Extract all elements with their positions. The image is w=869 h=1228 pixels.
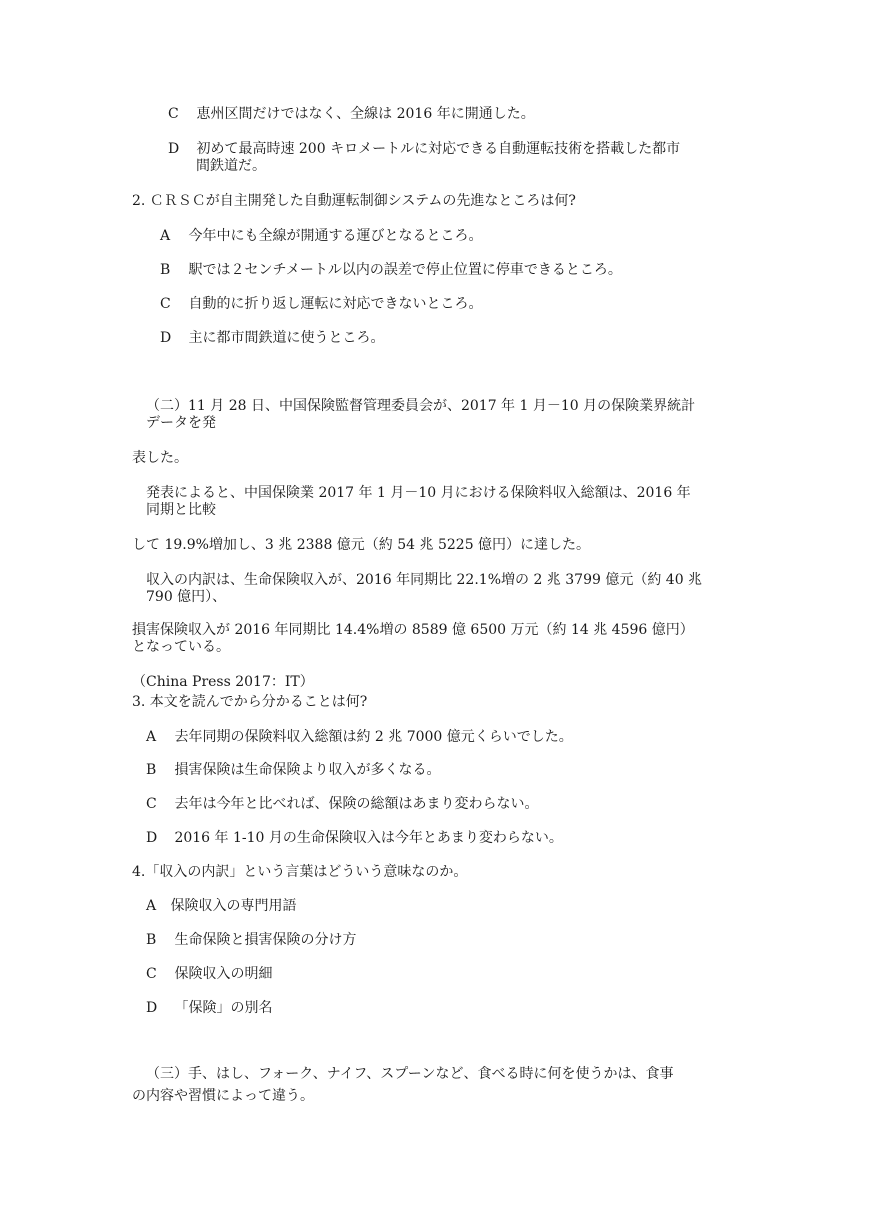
q2-option-d [160, 330, 384, 347]
option-letter: B [146, 932, 157, 948]
option-letter: D [146, 830, 158, 846]
option-letter: A [146, 729, 157, 745]
q3-option-b [146, 762, 440, 779]
q2-option-a [160, 228, 482, 245]
q3-question: 3. 本文を読んでから分かることは何? [132, 694, 368, 710]
passage3-line2: の内容や習慣によって違う。 [132, 1088, 314, 1104]
option-text: 保険収入の専門用語 [170, 898, 297, 914]
option-text: 去年同期の保険料収入総額は約 2 兆 7000 億元くらいでした。 [174, 729, 573, 745]
option-text: 初めて最高時速 200 キロメートルに対応できる自動運転技術を搭載した都市 [196, 141, 681, 157]
passage2-p3-line3: 損害保険収入が 2016 年同期比 14.4%増の 8589 億 6500 万元（約 14 兆 4596 億円） [132, 622, 694, 638]
q1-option-c [168, 106, 535, 123]
q2-question: 2. ＣＲＳＣが自主開発した自動運転制御システムの先進なところは何? [132, 193, 576, 209]
option-text: 駅では２センチメートル以内の誤差で停止位置に停車できるところ。 [188, 262, 622, 278]
q1-option-d-continued [196, 158, 266, 175]
option-letter: D [160, 330, 172, 346]
option-letter: D [146, 1000, 158, 1016]
option-text: 間鉄道だ。 [196, 158, 266, 174]
option-letter: B [160, 262, 171, 278]
option-letter: A [160, 228, 171, 244]
passage2-p2-line2: 同期と比較 [146, 502, 216, 518]
option-letter: C [146, 796, 157, 812]
q4-option-b [146, 932, 356, 949]
option-letter: B [146, 762, 157, 778]
q4-option-c [146, 966, 272, 983]
q2-option-b [160, 262, 622, 279]
option-letter: C [146, 966, 157, 982]
q2-option-c [160, 296, 482, 313]
option-text: 2016 年 1-10 月の生命保険収入は今年とあまり変わらない。 [174, 830, 563, 846]
option-text: 恵州区間だけではなく、全線は 2016 年に開通した。 [196, 106, 535, 122]
q3-option-d [146, 830, 563, 847]
passage2-p1-line1: （二）11 月 28 日、中国保険監督管理委員会が、2017 年 1 月－10 月の保険業界統計 [146, 398, 696, 414]
option-text: 主に都市間鉄道に使うところ。 [188, 330, 385, 346]
passage2-p2-line3: して 19.9%増加し、3 兆 2388 億元（約 54 兆 5225 億円）に達した。 [132, 537, 591, 553]
passage3-line1: （三）手、はし、フォーク、ナイフ、スプーンなど、食べる時に何を使うかは、食事 [146, 1066, 674, 1082]
q3-option-c [146, 796, 538, 813]
option-letter: D [168, 141, 180, 157]
q1-option-d [168, 141, 680, 158]
q4-option-d [146, 1000, 272, 1017]
passage2-p3-line1: 収入の内訳は、生命保険収入が、2016 年同期比 22.1%増の 2 兆 3799 億元（約 40 兆 [146, 572, 703, 588]
option-text: 生命保険と損害保険の分け方 [174, 932, 357, 948]
q4-option-a [146, 898, 296, 915]
passage2-p1-line2: データを発 [146, 415, 216, 431]
q3-option-a [146, 729, 573, 746]
option-text: 保険収入の明細 [174, 966, 273, 982]
option-text: 自動的に折り返し運転に対応できないところ。 [188, 296, 483, 312]
passage2-source: （China Press 2017：IT） [132, 674, 314, 690]
passage2-p3-line4: となっている。 [132, 639, 230, 655]
option-text: 「保険」の別名 [174, 1000, 273, 1016]
option-text: 今年中にも全線が開通する運びとなるところ。 [188, 228, 483, 244]
option-text: 損害保険は生命保険より収入が多くなる。 [174, 762, 441, 778]
option-letter: A [146, 898, 157, 914]
passage2-p3-line2: 790 億円）、 [146, 589, 227, 605]
option-letter: C [160, 296, 171, 312]
option-text: 去年は今年と比べれば、保険の総額はあまり変わらない。 [174, 796, 539, 812]
q4-question: 4.「収入の内訳」という言葉はどういう意味なのか。 [132, 864, 468, 880]
passage2-p2-line1: 発表によると、中国保険業 2017 年 1 月－10 月における保険料収入総額は、2016 年 [146, 485, 691, 501]
passage2-p1-line3: 表した。 [132, 450, 188, 466]
option-letter: C [168, 106, 179, 122]
